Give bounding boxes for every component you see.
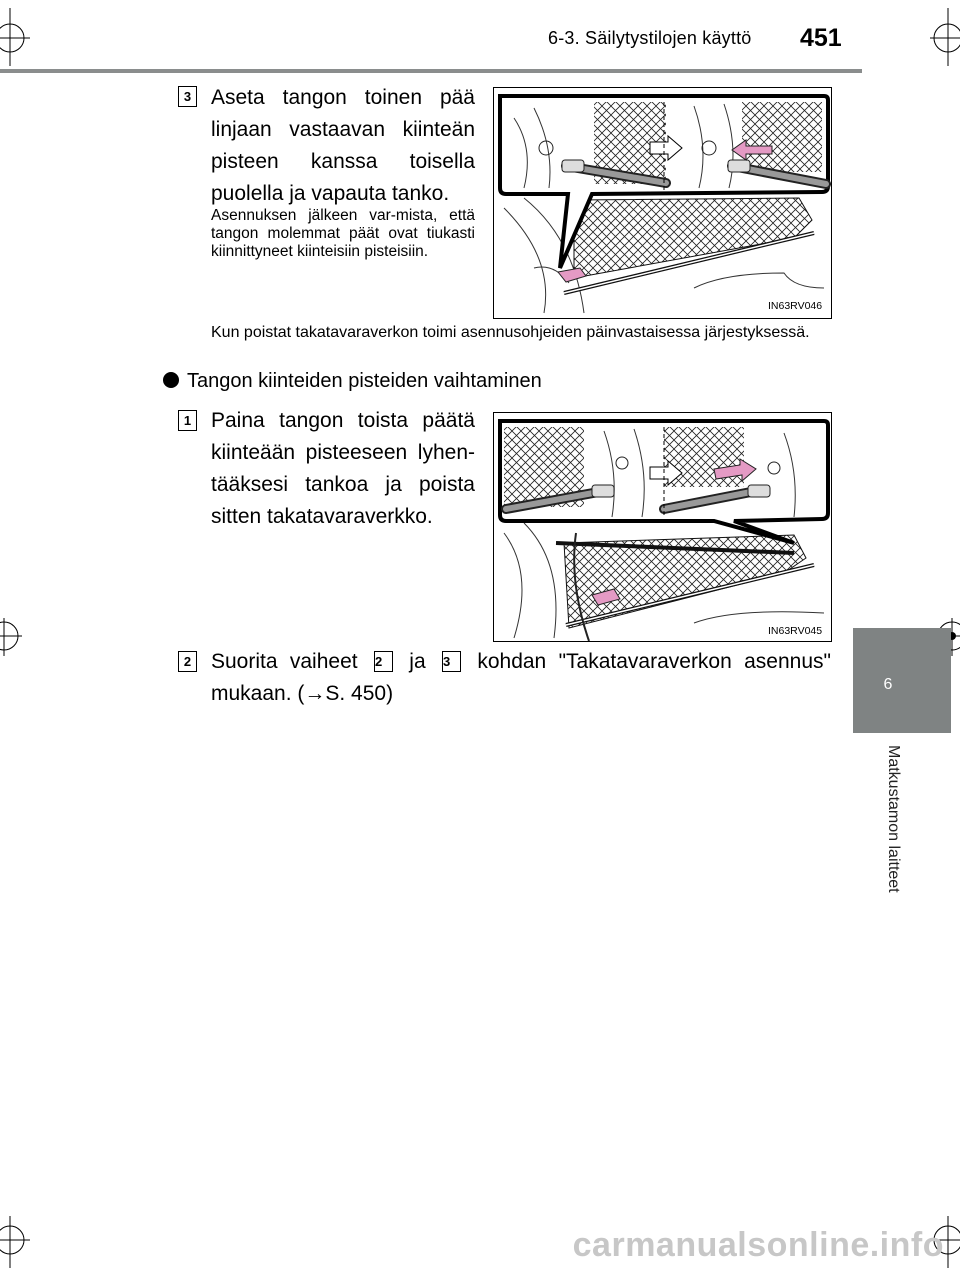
step-number-1: 1 (178, 410, 197, 431)
crop-mark-middle-left (0, 612, 40, 662)
figure-install-net (493, 87, 832, 319)
watermark: carmanualsonline.info (572, 1226, 944, 1264)
step-1-text: Paina tangon toista päätä kiinteään pisteeseen lyhen-tääksesi tankoa ja poista sitten takatavaraverkko. (211, 409, 475, 528)
removal-note: Kun poistat takatavaraverkon toimi asennusohjeiden päinvastaisessa järjestyksessä. (211, 324, 810, 341)
crop-mark-top-left (0, 8, 60, 68)
page-number: 451 (800, 24, 842, 52)
step-ref-2: 2 (374, 651, 393, 672)
section-heading: Tangon kiinteiden pisteiden vaihtaminen (163, 370, 542, 393)
step-3-note: Asennuksen jälkeen var-mista, että tangon molemmat päät ovat tiukasti kiinnittyneet kiinteisiin pisteisiin. (211, 207, 475, 260)
step-number-3: 3 (178, 86, 197, 107)
crop-mark-top-right (900, 8, 960, 68)
step-2-text: Suorita vaiheet 2 ja 3 kohdan "Takatavaraverkon asennus" mukaan. (→S. 450) (211, 650, 831, 705)
crop-mark-bottom-left (0, 1216, 60, 1268)
bullet-icon (163, 372, 179, 388)
chapter-title: Matkustamon laitteet (885, 745, 902, 893)
figure-2-code: IN63RV045 (768, 625, 823, 637)
step-number-2: 2 (178, 651, 197, 672)
figure-1-code: IN63RV046 (768, 300, 823, 312)
chapter-number: 6 (883, 676, 893, 693)
section-title: 6-3. Säilytystilojen käyttö (548, 28, 752, 48)
header-rule (0, 69, 862, 73)
step-3-text: Aseta tangon toinen pää linjaan vastaavan kiinteän pisteen kanssa toisella puolella ja vapauta tanko. (211, 86, 475, 205)
figure-remove-net (493, 412, 832, 642)
step-ref-3: 3 (442, 651, 461, 672)
